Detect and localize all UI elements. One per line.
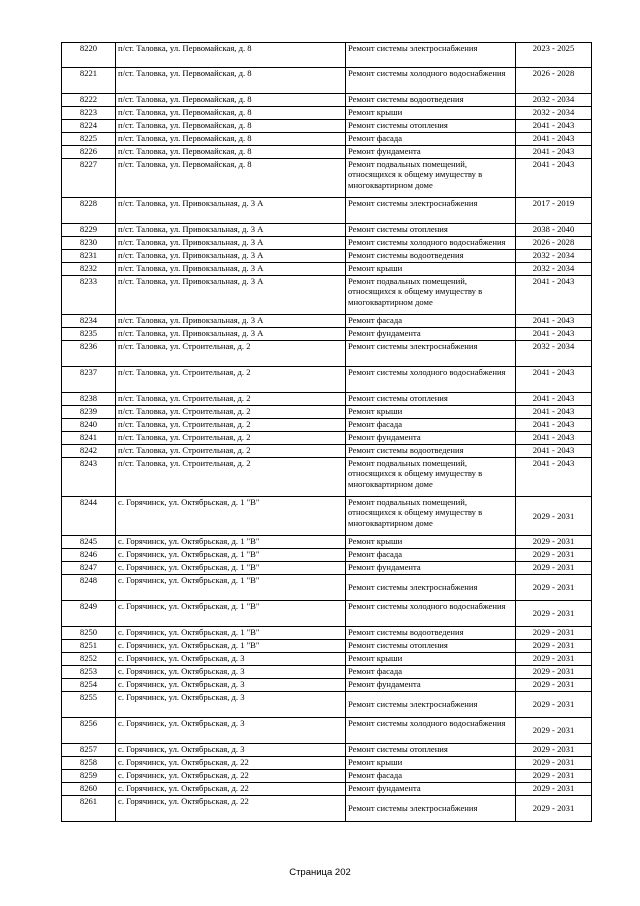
row-years: 2041 - 2043 — [516, 445, 592, 458]
row-work-type: Ремонт фасада — [346, 770, 516, 783]
row-number: 8231 — [62, 250, 116, 263]
table-row — [62, 120, 592, 133]
row-work-type: Ремонт системы водоотведения — [346, 445, 516, 458]
row-address: п/ст. Таловка, ул. Строительная, д. 2 — [116, 393, 346, 406]
row-work-type: Ремонт системы электроснабжения — [346, 43, 516, 68]
table-row — [62, 432, 592, 445]
row-years: 2029 - 2031 — [516, 601, 592, 627]
row-address: с. Горячинск, ул. Октябрьская, д. 3 — [116, 666, 346, 679]
row-work-type: Ремонт фундамента — [346, 562, 516, 575]
table-row — [62, 757, 592, 770]
row-address: с. Горячинск, ул. Октябрьская, д. 3 — [116, 653, 346, 666]
row-number: 8256 — [62, 718, 116, 744]
row-address: с. Горячинск, ул. Октябрьская, д. 22 — [116, 783, 346, 796]
row-address: с. Горячинск, ул. Октябрьская, д. 1 "В" — [116, 536, 346, 549]
table-row — [62, 640, 592, 653]
row-years: 2026 - 2028 — [516, 68, 592, 94]
row-address: с. Горячинск, ул. Октябрьская, д. 22 — [116, 757, 346, 770]
row-years: 2041 - 2043 — [516, 458, 592, 497]
row-work-type: Ремонт системы отопления — [346, 120, 516, 133]
row-address: п/ст. Таловка, ул. Первомайская, д. 8 — [116, 120, 346, 133]
table-row — [62, 276, 592, 315]
row-years: 2041 - 2043 — [516, 406, 592, 419]
row-address: с. Горячинск, ул. Октябрьская, д. 3 — [116, 744, 346, 757]
table-row — [62, 159, 592, 198]
row-number: 8243 — [62, 458, 116, 497]
row-work-type: Ремонт фасада — [346, 666, 516, 679]
row-number: 8257 — [62, 744, 116, 757]
row-work-type: Ремонт подвальных помещений, относящихся к общему имуществу в многоквартирном доме — [346, 458, 516, 497]
row-address: п/ст. Таловка, ул. Строительная, д. 2 — [116, 406, 346, 419]
row-work-type: Ремонт крыши — [346, 757, 516, 770]
table-row — [62, 562, 592, 575]
table-row — [62, 68, 592, 94]
row-years: 2041 - 2043 — [516, 146, 592, 159]
row-number: 8242 — [62, 445, 116, 458]
table-row — [62, 263, 592, 276]
table-row — [62, 133, 592, 146]
table-row — [62, 601, 592, 627]
row-address: с. Горячинск, ул. Октябрьская, д. 1 "В" — [116, 562, 346, 575]
row-work-type: Ремонт крыши — [346, 107, 516, 120]
row-years: 2029 - 2031 — [516, 562, 592, 575]
row-work-type: Ремонт системы отопления — [346, 393, 516, 406]
page-number: Страница 202 — [289, 867, 351, 878]
table-row — [62, 744, 592, 757]
row-address: с. Горячинск, ул. Октябрьская, д. 3 — [116, 718, 346, 744]
row-work-type: Ремонт фундамента — [346, 328, 516, 341]
row-years: 2041 - 2043 — [516, 419, 592, 432]
row-number: 8261 — [62, 796, 116, 822]
row-address: п/ст. Таловка, ул. Первомайская, д. 8 — [116, 43, 346, 68]
table-row — [62, 627, 592, 640]
row-years: 2038 - 2040 — [516, 224, 592, 237]
table-row — [62, 692, 592, 718]
row-years: 2041 - 2043 — [516, 120, 592, 133]
row-number: 8235 — [62, 328, 116, 341]
row-number: 8251 — [62, 640, 116, 653]
row-number: 8224 — [62, 120, 116, 133]
row-address: п/ст. Таловка, ул. Привокзальная, д. 3 А — [116, 198, 346, 224]
row-number: 8238 — [62, 393, 116, 406]
row-work-type: Ремонт подвальных помещений, относящихся к общему имуществу в многоквартирном доме — [346, 159, 516, 198]
table-row — [62, 224, 592, 237]
table-row — [62, 549, 592, 562]
row-number: 8244 — [62, 497, 116, 536]
row-years: 2041 - 2043 — [516, 159, 592, 198]
row-years: 2029 - 2031 — [516, 653, 592, 666]
row-years: 2041 - 2043 — [516, 393, 592, 406]
row-address: с. Горячинск, ул. Октябрьская, д. 1 "В" — [116, 497, 346, 536]
row-work-type: Ремонт системы холодного водоснабжения — [346, 237, 516, 250]
row-address: с. Горячинск, ул. Октябрьская, д. 1 "В" — [116, 549, 346, 562]
row-number: 8230 — [62, 237, 116, 250]
row-number: 8228 — [62, 198, 116, 224]
row-work-type: Ремонт фасада — [346, 549, 516, 562]
row-years: 2041 - 2043 — [516, 367, 592, 393]
table-row — [62, 783, 592, 796]
row-years: 2029 - 2031 — [516, 718, 592, 744]
row-number: 8226 — [62, 146, 116, 159]
table-row — [62, 43, 592, 68]
table-row — [62, 575, 592, 601]
row-work-type: Ремонт системы водоотведения — [346, 94, 516, 107]
row-number: 8258 — [62, 757, 116, 770]
row-number: 8234 — [62, 315, 116, 328]
row-work-type: Ремонт подвальных помещений, относящихся к общему имуществу в многоквартирном доме — [346, 497, 516, 536]
row-address: п/ст. Таловка, ул. Привокзальная, д. 3 А — [116, 263, 346, 276]
row-number: 8249 — [62, 601, 116, 627]
row-years: 2032 - 2034 — [516, 107, 592, 120]
row-number: 8254 — [62, 679, 116, 692]
table-row — [62, 393, 592, 406]
works-table-body — [62, 43, 592, 822]
row-work-type: Ремонт системы электроснабжения — [346, 796, 516, 822]
row-address: п/ст. Таловка, ул. Строительная, д. 2 — [116, 341, 346, 367]
table-row — [62, 406, 592, 419]
row-address: п/ст. Таловка, ул. Первомайская, д. 8 — [116, 159, 346, 198]
table-row — [62, 770, 592, 783]
row-work-type: Ремонт фасада — [346, 315, 516, 328]
table-row — [62, 419, 592, 432]
table-row — [62, 718, 592, 744]
table-row — [62, 341, 592, 367]
row-years: 2032 - 2034 — [516, 263, 592, 276]
row-address: п/ст. Таловка, ул. Первомайская, д. 8 — [116, 107, 346, 120]
row-number: 8232 — [62, 263, 116, 276]
row-number: 8255 — [62, 692, 116, 718]
row-years: 2041 - 2043 — [516, 276, 592, 315]
row-years: 2029 - 2031 — [516, 549, 592, 562]
row-work-type: Ремонт системы холодного водоснабжения — [346, 718, 516, 744]
row-number: 8222 — [62, 94, 116, 107]
row-years: 2029 - 2031 — [516, 536, 592, 549]
row-work-type: Ремонт подвальных помещений, относящихся к общему имуществу в многоквартирном доме — [346, 276, 516, 315]
row-number: 8220 — [62, 43, 116, 68]
works-table — [61, 42, 592, 822]
row-years: 2029 - 2031 — [516, 575, 592, 601]
row-years: 2029 - 2031 — [516, 692, 592, 718]
row-address: с. Горячинск, ул. Октябрьская, д. 3 — [116, 679, 346, 692]
row-years: 2029 - 2031 — [516, 744, 592, 757]
row-address: п/ст. Таловка, ул. Привокзальная, д. 3 А — [116, 276, 346, 315]
table-row — [62, 679, 592, 692]
table-row — [62, 198, 592, 224]
row-address: с. Горячинск, ул. Октябрьская, д. 22 — [116, 770, 346, 783]
row-years: 2041 - 2043 — [516, 133, 592, 146]
row-address: п/ст. Таловка, ул. Привокзальная, д. 3 А — [116, 315, 346, 328]
row-years: 2029 - 2031 — [516, 640, 592, 653]
row-work-type: Ремонт системы водоотведения — [346, 250, 516, 263]
row-work-type: Ремонт фундамента — [346, 679, 516, 692]
row-years: 2029 - 2031 — [516, 627, 592, 640]
table-row — [62, 653, 592, 666]
table-row — [62, 497, 592, 536]
table-row — [62, 94, 592, 107]
row-years: 2029 - 2031 — [516, 679, 592, 692]
row-number: 8229 — [62, 224, 116, 237]
row-work-type: Ремонт системы электроснабжения — [346, 198, 516, 224]
table-row — [62, 237, 592, 250]
row-number: 8248 — [62, 575, 116, 601]
row-address: с. Горячинск, ул. Октябрьская, д. 1 "В" — [116, 640, 346, 653]
row-number: 8237 — [62, 367, 116, 393]
row-work-type: Ремонт крыши — [346, 653, 516, 666]
row-number: 8241 — [62, 432, 116, 445]
table-row — [62, 107, 592, 120]
table-row — [62, 250, 592, 263]
row-address: п/ст. Таловка, ул. Привокзальная, д. 3 А — [116, 328, 346, 341]
row-address: п/ст. Таловка, ул. Строительная, д. 2 — [116, 458, 346, 497]
row-years: 2032 - 2034 — [516, 341, 592, 367]
row-work-type: Ремонт системы отопления — [346, 224, 516, 237]
row-years: 2041 - 2043 — [516, 315, 592, 328]
row-number: 8223 — [62, 107, 116, 120]
row-number: 8259 — [62, 770, 116, 783]
row-work-type: Ремонт крыши — [346, 536, 516, 549]
row-number: 8221 — [62, 68, 116, 94]
row-number: 8247 — [62, 562, 116, 575]
row-work-type: Ремонт фундамента — [346, 783, 516, 796]
row-years: 2032 - 2034 — [516, 94, 592, 107]
row-number: 8240 — [62, 419, 116, 432]
row-number: 8260 — [62, 783, 116, 796]
row-address: п/ст. Таловка, ул. Привокзальная, д. 3 А — [116, 250, 346, 263]
row-number: 8252 — [62, 653, 116, 666]
table-row — [62, 536, 592, 549]
row-address: п/ст. Таловка, ул. Строительная, д. 2 — [116, 445, 346, 458]
table-row — [62, 666, 592, 679]
row-work-type: Ремонт фасада — [346, 419, 516, 432]
row-address: п/ст. Таловка, ул. Первомайская, д. 8 — [116, 94, 346, 107]
row-address: п/ст. Таловка, ул. Строительная, д. 2 — [116, 367, 346, 393]
row-number: 8253 — [62, 666, 116, 679]
row-address: п/ст. Таловка, ул. Первомайская, д. 8 — [116, 146, 346, 159]
row-years: 2026 - 2028 — [516, 237, 592, 250]
row-work-type: Ремонт фундамента — [346, 432, 516, 445]
table-row — [62, 315, 592, 328]
row-work-type: Ремонт крыши — [346, 263, 516, 276]
row-work-type: Ремонт системы отопления — [346, 744, 516, 757]
row-years: 2023 - 2025 — [516, 43, 592, 68]
row-number: 8246 — [62, 549, 116, 562]
row-address: с. Горячинск, ул. Октябрьская, д. 1 "В" — [116, 627, 346, 640]
row-years: 2029 - 2031 — [516, 666, 592, 679]
row-years: 2029 - 2031 — [516, 757, 592, 770]
row-work-type: Ремонт системы электроснабжения — [346, 575, 516, 601]
table-row — [62, 458, 592, 497]
row-address: п/ст. Таловка, ул. Строительная, д. 2 — [116, 419, 346, 432]
row-address: п/ст. Таловка, ул. Привокзальная, д. 3 А — [116, 237, 346, 250]
table-row — [62, 445, 592, 458]
row-number: 8227 — [62, 159, 116, 198]
row-number: 8245 — [62, 536, 116, 549]
row-years: 2017 - 2019 — [516, 198, 592, 224]
row-work-type: Ремонт системы отопления — [346, 640, 516, 653]
row-years: 2029 - 2031 — [516, 497, 592, 536]
row-address: п/ст. Таловка, ул. Строительная, д. 2 — [116, 432, 346, 445]
row-address: п/ст. Таловка, ул. Первомайская, д. 8 — [116, 68, 346, 94]
row-years: 2041 - 2043 — [516, 432, 592, 445]
row-years: 2029 - 2031 — [516, 783, 592, 796]
row-address: п/ст. Таловка, ул. Привокзальная, д. 3 А — [116, 224, 346, 237]
row-years: 2032 - 2034 — [516, 250, 592, 263]
row-work-type: Ремонт системы холодного водоснабжения — [346, 367, 516, 393]
row-number: 8233 — [62, 276, 116, 315]
row-years: 2029 - 2031 — [516, 770, 592, 783]
row-work-type: Ремонт системы холодного водоснабжения — [346, 68, 516, 94]
row-address: с. Горячинск, ул. Октябрьская, д. 3 — [116, 692, 346, 718]
row-work-type: Ремонт системы электроснабжения — [346, 341, 516, 367]
row-work-type: Ремонт системы водоотведения — [346, 627, 516, 640]
table-row — [62, 328, 592, 341]
row-work-type: Ремонт системы холодного водоснабжения — [346, 601, 516, 627]
row-work-type: Ремонт фундамента — [346, 146, 516, 159]
row-number: 8239 — [62, 406, 116, 419]
row-years: 2029 - 2031 — [516, 796, 592, 822]
row-work-type: Ремонт системы электроснабжения — [346, 692, 516, 718]
row-number: 8225 — [62, 133, 116, 146]
table-row — [62, 367, 592, 393]
row-address: п/ст. Таловка, ул. Первомайская, д. 8 — [116, 133, 346, 146]
row-number: 8236 — [62, 341, 116, 367]
row-address: с. Горячинск, ул. Октябрьская, д. 22 — [116, 796, 346, 822]
table-row — [62, 796, 592, 822]
row-work-type: Ремонт фасада — [346, 133, 516, 146]
row-address: с. Горячинск, ул. Октябрьская, д. 1 "В" — [116, 575, 346, 601]
table-row — [62, 146, 592, 159]
row-number: 8250 — [62, 627, 116, 640]
row-work-type: Ремонт крыши — [346, 406, 516, 419]
row-years: 2041 - 2043 — [516, 328, 592, 341]
row-address: с. Горячинск, ул. Октябрьская, д. 1 "В" — [116, 601, 346, 627]
